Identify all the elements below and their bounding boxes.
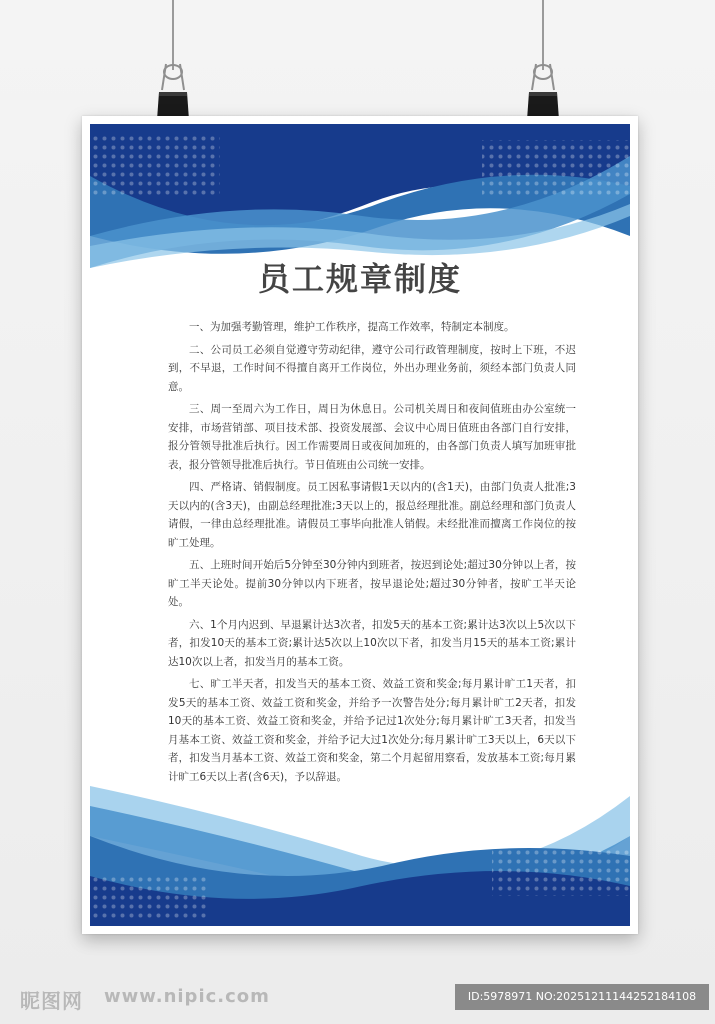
rule-paragraph-3: 三、周一至周六为工作日，周日为休息日。公司机关周日和夜间值班由办公室统一安排，市场营销部、项目技术部、投资发展部、会议中心周日值班由各部门自行安排，报分管领导批准后执行。因工作需要周日或夜间加班的，由各部门负责人填写加班审批表，报分管领导批准后执行。节日值班由公司统一安排。: [168, 403, 576, 471]
watermark-logo: 昵图网: [20, 989, 83, 1013]
hanging-wire-right: [542, 0, 544, 70]
rule-paragraph-5: 五、上班时间开始后5分钟至30分钟内到班者，按迟到论处;超过30分钟以上者，按旷工半天论处。提前30分钟以内下班者，按早退论处;超过30分钟者，按旷工半天论处。: [168, 559, 576, 608]
poster-title: 员工规章制度: [257, 260, 462, 298]
bottom-wave-decoration: [82, 776, 638, 936]
rule-paragraph-4: 四、严格请、销假制度。员工因私事请假1天以内的(含1天)，由部门负责人批准;3天以内的(含3天)，由副总经理批准;3天以上的，报总经理批准。副总经理和部门负责人请假，一律由总经理批准。请假员工事毕向批准人销假。未经批准而擅离工作岗位的按旷工处理。: [168, 481, 576, 549]
rules-body: [168, 318, 576, 790]
poster: [82, 116, 638, 934]
watermark-bar: [0, 980, 715, 1024]
binder-clip-right: [526, 62, 560, 120]
rule-paragraph-1: 一、为加强考勤管理，维护工作秩序，提高工作效率，特制定本制度。: [189, 321, 515, 333]
watermark-id-badge: ID:5978971 NO:20251211144252184108: [455, 984, 709, 1010]
watermark-url[interactable]: www.nipic.com: [104, 986, 270, 1007]
rule-paragraph-7: 七、旷工半天者，扣发当天的基本工资、效益工资和奖金;每月累计旷工1天者，扣发5天的基本工资、效益工资和奖金，并给予一次警告处分;每月累计旷工2天者，扣发10天的基本工资、效益工资和奖金，并给予记过1次处分;每月累计旷工3天者，扣发当月基本工资、效益工资和奖金，并给予记大过1次处分;每月累计旷工3天以上，6天以下者，扣发当月基本工资、效益工资和奖金，第二个月起留用察看，发放基本工资;每月累计旷工6天以上者(含6天)，予以辞退。: [168, 678, 576, 783]
rule-paragraph-2: 二、公司员工必须自觉遵守劳动纪律，遵守公司行政管理制度，按时上下班，不迟到，不早退，工作时间不得擅自离开工作岗位，外出办理业务前，须经本部门负责人同意。: [168, 343, 576, 393]
rule-paragraph-6: 六、1个月内迟到、早退累计达3次者，扣发5天的基本工资;累计达3次以上5次以下者，扣发10天的基本工资;累计达5次以上10次以下者，扣发当月15天的基本工资;累计达10次以上者，扣发当月的基本工资。: [168, 618, 576, 668]
top-wave-decoration: [82, 116, 638, 276]
hanging-wire-left: [172, 0, 174, 70]
binder-clip-left: [156, 62, 190, 120]
